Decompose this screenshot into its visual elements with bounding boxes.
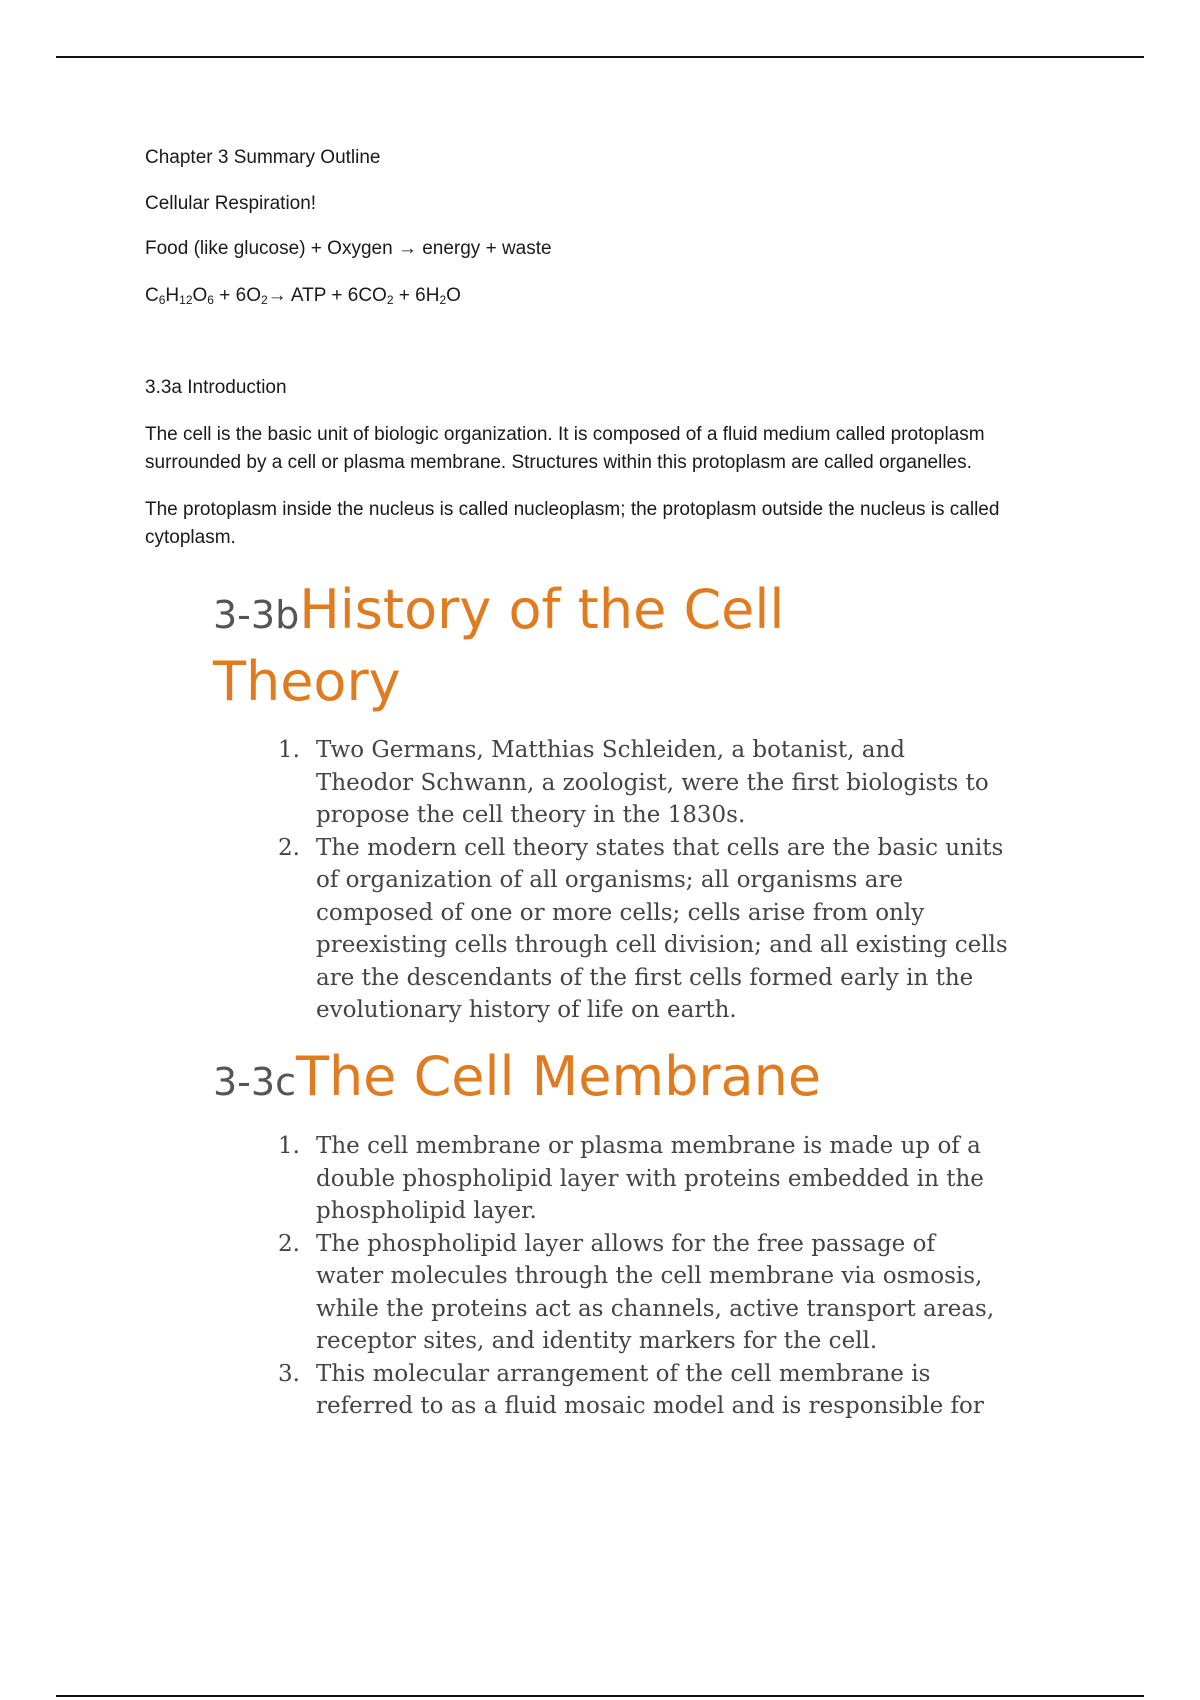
list-item [278, 832, 1008, 1027]
list-marker: 3. [278, 1360, 300, 1387]
intro-paragraph: The protoplasm inside the nucleus is called nucleoplasm; the protoplasm outside the nucleus is called cytoplasm. [145, 499, 1000, 548]
section-title: History of the Cell [299, 578, 785, 641]
list-item-text: This molecular arrangement of the cell membrane is referred to as a fluid mosaic model and is responsible for [316, 1360, 984, 1419]
section-title: Theory [213, 650, 401, 713]
top-rule [56, 56, 1144, 58]
list-item-text: Two Germans, Matthias Schleiden, a botanist, and Theodor Schwann, a zoologist, were the first biologists to propose the cell theory in the 1830s. [316, 737, 989, 828]
intro-paragraph: The cell is the basic unit of biologic organization. It is composed of a fluid medium called protoplasm surrounded by a cell or plasma membrane. Structures within this protoplasm are called organelles. [145, 424, 985, 473]
list-item-text: The cell membrane or plasma membrane is made up of a double phospholipid layer with proteins embedded in the phospholipid layer. [316, 1133, 984, 1224]
bottom-rule [56, 1695, 1144, 1697]
list-item [278, 1228, 1008, 1358]
list-marker: 1. [278, 1133, 300, 1159]
list-item-text: The modern cell theory states that cells are the basic units of organization of all organisms; all organisms are composed of one or more cells; cells arise from only preexisting cells through cell division; and all existing cells are the descendants of the first cells formed early in the evolutionary history of life on earth. [316, 834, 1008, 1023]
section-history-heading [213, 574, 784, 651]
list-item [278, 1130, 1008, 1228]
section-title: The Cell Membrane [295, 1045, 822, 1108]
cell-membrane-list [278, 1130, 1008, 1423]
section-introduction-title: 3.3a Introduction [145, 377, 287, 398]
section-membrane-heading [213, 1041, 821, 1118]
list-marker: 2. [278, 1230, 300, 1257]
section-number: 3-3c [213, 1060, 296, 1104]
word-equation: Food (like glucose) + Oxygen → energy + waste [145, 238, 552, 259]
cellular-respiration-heading: Cellular Respiration! [145, 193, 317, 214]
list-marker: 1. [278, 737, 300, 763]
list-marker: 2. [278, 834, 300, 861]
list-item [278, 734, 1008, 832]
list-item [278, 1358, 1008, 1423]
section-number: 3-3b [213, 593, 300, 637]
chemical-equation: $C_6H_{12}O_6 + 6O_2\to$ ATP + $6CO_2 + 6H_2O$ [145, 285, 461, 307]
list-item-text: The phospholipid layer allows for the free passage of water molecules through the cell membrane via osmosis, while the proteins act as channels, active transport areas, receptor sites, and identity markers for the cell. [316, 1230, 995, 1354]
chapter-title: Chapter 3 Summary Outline [145, 147, 381, 168]
cell-theory-list [278, 734, 1008, 1027]
section-history-heading-continued [213, 646, 401, 718]
